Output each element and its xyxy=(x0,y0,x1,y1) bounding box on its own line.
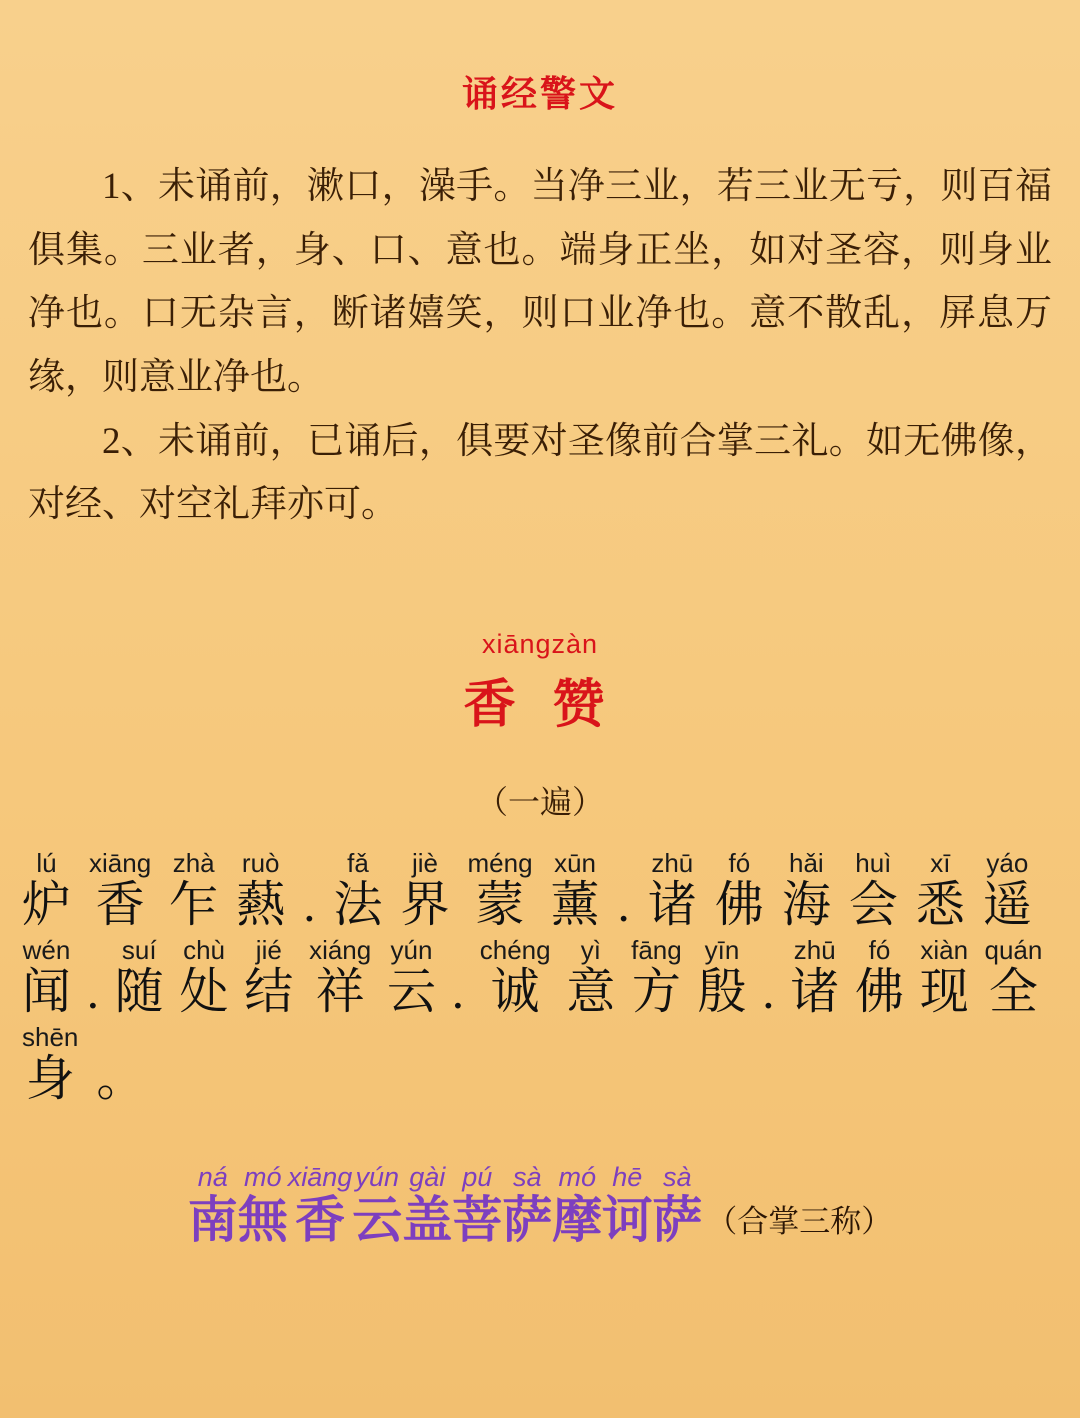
verse-hanzi: 现 xyxy=(919,963,969,1019)
verse-hanzi: 殷 xyxy=(697,963,747,1019)
mantra-hanzi: 萨 xyxy=(652,1192,703,1249)
verse-syllable xyxy=(236,849,285,932)
verse-syllable xyxy=(985,936,1043,1019)
verse-hanzi: 海 xyxy=(781,876,831,932)
verse-syllable xyxy=(22,1023,78,1106)
verse-syllable xyxy=(400,849,449,932)
mantra-syllable xyxy=(352,1163,402,1247)
verse-syllable xyxy=(169,849,218,932)
verse-hanzi: 处 xyxy=(179,963,229,1019)
verse-hanzi: 方 xyxy=(631,963,681,1019)
verse-pinyin: suí xyxy=(121,934,157,965)
hymn-title: 香 赞 xyxy=(463,676,617,734)
verse-pinyin: fó xyxy=(728,847,751,878)
verse-syllable xyxy=(180,936,229,1019)
verse-syllable xyxy=(648,849,697,932)
mantra-pinyin: mó xyxy=(558,1162,597,1193)
hymn-verse xyxy=(22,849,1058,1106)
mantra-pinyin: mó xyxy=(243,1162,282,1193)
verse-pinyin: yáo xyxy=(986,847,1029,878)
verse-hanzi: 云 xyxy=(386,963,436,1019)
verse-syllable xyxy=(96,1023,145,1106)
verse-pinyin: yún xyxy=(390,934,433,965)
verse-pinyin: lú xyxy=(36,847,57,878)
mantra-hanzi: 無 xyxy=(237,1192,288,1249)
verse-pinyin: xiāng xyxy=(89,847,152,878)
mantra-hanzi: 香 xyxy=(294,1192,345,1249)
mantra-hanzi: 诃 xyxy=(602,1192,653,1249)
verse-pinyin: méng xyxy=(467,847,533,878)
page-title: 诵经警文 xyxy=(461,74,618,114)
mantra-syllable xyxy=(652,1163,702,1247)
verse-syllable xyxy=(22,936,71,1019)
verse-hanzi: 诚 xyxy=(490,963,540,1019)
mantra-syllable xyxy=(238,1163,288,1247)
verse-pinyin: xūn xyxy=(554,847,596,878)
verse-hanzi: 遥 xyxy=(982,876,1032,932)
mantra-syllable xyxy=(188,1163,238,1247)
verse-pinyin: zhū xyxy=(651,847,694,878)
verse-pinyin: wén xyxy=(22,934,71,965)
verse-hanzi: 。 xyxy=(96,1050,146,1106)
verse-pinyin: yì xyxy=(580,934,601,965)
intro-section xyxy=(28,155,1052,537)
verse-hanzi: . xyxy=(617,876,630,932)
verse-hanzi: 佛 xyxy=(854,963,904,1019)
verse-syllable xyxy=(916,849,965,932)
verse-pinyin: chù xyxy=(183,934,225,965)
verse-syllable xyxy=(244,936,293,1019)
verse-syllable xyxy=(22,849,71,932)
verse-syllable xyxy=(855,936,904,1019)
mantra-line xyxy=(22,1163,1058,1247)
verse-hanzi: 诸 xyxy=(790,963,840,1019)
mantra-hanzi: 盖 xyxy=(402,1192,453,1249)
verse-hanzi: 香 xyxy=(95,876,145,932)
mantra-hanzi: 南 xyxy=(187,1192,238,1249)
verse-pinyin: xiáng xyxy=(309,934,372,965)
verse-syllable xyxy=(631,936,682,1019)
verse-pinyin: jiè xyxy=(411,847,438,878)
verse-hanzi: 随 xyxy=(114,963,164,1019)
verse-hanzi: 界 xyxy=(400,876,450,932)
verse-syllable xyxy=(452,936,464,1019)
verse-pinyin: zhà xyxy=(172,847,215,878)
verse-hanzi: . xyxy=(451,963,464,1019)
mantra-syllable xyxy=(288,1163,353,1247)
verse-syllable xyxy=(920,936,969,1019)
verse-pinyin: yīn xyxy=(704,934,740,965)
hymn-repeat-note: （一遍） xyxy=(475,783,604,820)
verse-hanzi: 爇 xyxy=(236,876,286,932)
verse-syllable xyxy=(618,849,630,932)
hymn-heading xyxy=(0,629,1080,737)
verse-line xyxy=(22,936,1058,1019)
verse-pinyin: ruò xyxy=(241,847,280,878)
verse-syllable xyxy=(309,936,371,1019)
verse-syllable xyxy=(333,849,382,932)
mantra-pinyin: yún xyxy=(355,1162,400,1193)
mantra-hanzi: 菩 xyxy=(452,1192,503,1249)
verse-syllable xyxy=(697,936,746,1019)
mantra-hanzi: 萨 xyxy=(502,1192,553,1249)
verse-hanzi: 佛 xyxy=(714,876,764,932)
mantra-syllable xyxy=(502,1163,552,1247)
verse-hanzi: 诸 xyxy=(647,876,697,932)
mantra-syllable xyxy=(552,1163,602,1247)
verse-pinyin: fāng xyxy=(631,934,682,965)
verse-pinyin: huì xyxy=(855,847,892,878)
mantra-pinyin: pú xyxy=(462,1162,493,1193)
verse-hanzi: . xyxy=(86,963,100,1019)
mantra-section xyxy=(22,1163,1058,1247)
verse-syllable xyxy=(983,849,1032,932)
verse-pinyin: jié xyxy=(255,934,282,965)
verse-hanzi: 炉 xyxy=(22,876,72,932)
verse-pinyin: chéng xyxy=(479,934,551,965)
verse-hanzi: 会 xyxy=(848,876,898,932)
mantra-syllable xyxy=(402,1163,452,1247)
verse-hanzi: 结 xyxy=(244,963,294,1019)
verse-syllable xyxy=(551,849,600,932)
verse-syllable xyxy=(790,936,839,1019)
verse-syllable xyxy=(467,849,532,932)
mantra-pinyin: gài xyxy=(409,1162,446,1193)
verse-pinyin: xī xyxy=(930,847,951,878)
verse-pinyin: hǎi xyxy=(788,847,824,878)
verse-pinyin: quán xyxy=(984,934,1043,965)
mantra-pinyin: ná xyxy=(197,1162,228,1193)
mantra-hanzi: 云 xyxy=(352,1192,403,1249)
verse-syllable xyxy=(303,849,315,932)
verse-syllable xyxy=(566,936,615,1019)
verse-hanzi: 法 xyxy=(333,876,383,932)
verse-hanzi: . xyxy=(762,963,775,1019)
verse-syllable xyxy=(387,936,436,1019)
verse-hanzi: 祥 xyxy=(315,963,365,1019)
hymn-title-pinyin: xiāngzàn xyxy=(481,628,599,659)
verse-hanzi: 薰 xyxy=(550,876,600,932)
mantra-instruction: （合掌三称） xyxy=(706,1204,893,1240)
mantra-pinyin: sà xyxy=(513,1162,542,1193)
verse-hanzi: 意 xyxy=(566,963,616,1019)
mantra-hanzi: 摩 xyxy=(552,1192,603,1249)
verse-syllable xyxy=(89,849,151,932)
verse-line xyxy=(22,849,1058,932)
mantra-syllable xyxy=(452,1163,502,1247)
verse-syllable xyxy=(480,936,551,1019)
verse-syllable xyxy=(782,849,831,932)
verse-syllable xyxy=(115,936,164,1019)
verse-hanzi: 身 xyxy=(25,1050,75,1106)
verse-syllable xyxy=(715,849,764,932)
verse-hanzi: 蒙 xyxy=(475,876,525,932)
verse-pinyin: fó xyxy=(868,934,891,965)
verse-syllable xyxy=(762,936,774,1019)
mantra-syllable xyxy=(602,1163,652,1247)
verse-line xyxy=(22,1023,1058,1106)
mantra-pinyin: hē xyxy=(612,1162,643,1193)
mantra-pinyin: sà xyxy=(663,1162,692,1193)
verse-hanzi: 悉 xyxy=(915,876,965,932)
intro-paragraph-2: 2、未诵前，已诵后，俱要对圣像前合掌三礼。如无佛像，对经、对空礼拜亦可。 xyxy=(28,420,1052,526)
verse-pinyin: shēn xyxy=(22,1021,79,1052)
verse-hanzi: 闻 xyxy=(22,963,72,1019)
verse-hanzi: 全 xyxy=(988,963,1038,1019)
verse-pinyin: xiàn xyxy=(920,934,969,965)
verse-syllable xyxy=(87,936,99,1019)
verse-pinyin: fǎ xyxy=(347,847,369,878)
verse-syllable xyxy=(849,849,898,932)
mantra-pinyin: xiāng xyxy=(287,1162,353,1193)
verse-hanzi: 乍 xyxy=(169,876,219,932)
verse-pinyin: zhū xyxy=(793,934,836,965)
verse-hanzi: . xyxy=(303,876,316,932)
intro-paragraph-1: 1、未诵前，漱口，澡手。当净三业，若三业无亏，则百福俱集。三业者，身、口、意也。端身正坐，如对圣容，则身业净也。口无杂言，断诸嬉笑，则口业净也。意不散乱，屏息万缘，则意业净也。 xyxy=(28,166,1052,398)
